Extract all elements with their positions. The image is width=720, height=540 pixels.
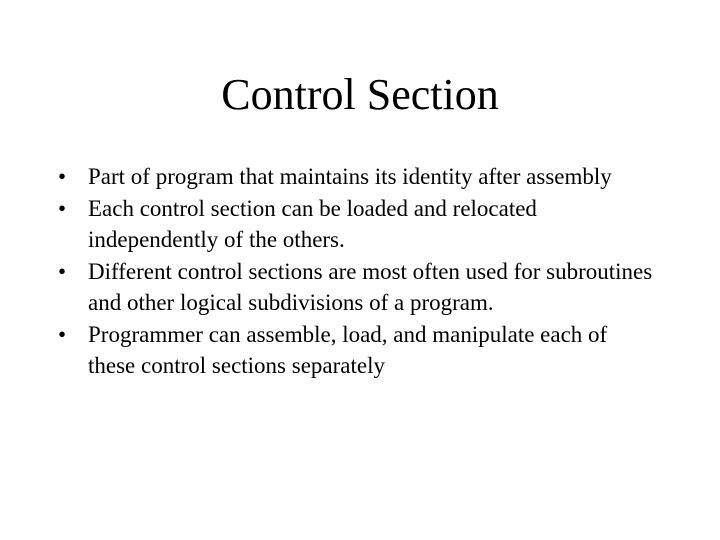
bullet-dot-icon: • (58, 321, 67, 347)
slide-title: Control Section (221, 70, 499, 119)
bullet-dot-icon: • (58, 164, 67, 189)
bullet-item (58, 193, 658, 256)
bullet-item (58, 319, 658, 382)
bullet-list (58, 161, 658, 382)
bullet-dot-icon: • (58, 195, 67, 221)
bullet-text: Part of program that maintains its identity after assembly (88, 164, 612, 189)
bullet-text: Different control sections are most often used for subroutines and other logical subdivisions of a program. (88, 258, 653, 315)
bullet-text: Programmer can assemble, load, and manipulate each of these control sections separately (88, 321, 608, 378)
bullet-text: Each control section can be loaded and relocated independently of the others. (88, 195, 537, 252)
bullet-item (58, 161, 658, 193)
bullet-item (58, 256, 658, 319)
bullet-dot-icon: • (58, 258, 67, 284)
